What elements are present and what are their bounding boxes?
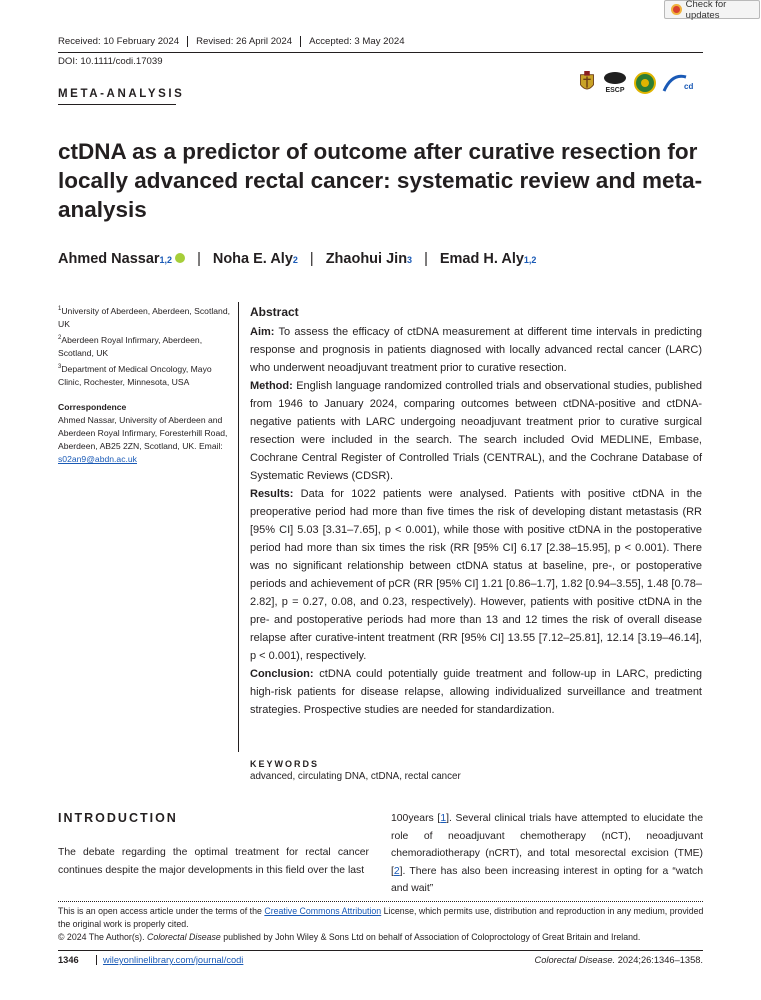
author-name[interactable]: Noha E. Aly [212,251,293,267]
citation: Colorectal Disease. 2024;26:1346–1358. [534,955,703,965]
check-for-updates-label: Check for updates [685,0,727,21]
society-crest-logo [578,71,596,95]
author-name[interactable]: Zhaohui Jin [325,251,408,267]
author-affiliation-ref[interactable]: 1,2 [523,255,537,265]
correspondence-body: Ahmed Nassar, University of Aberdeen and Aberdeen Royal Infirmary, Foresterhill Road, Aberdeen, AB25 2ZN, Scotland, UK. Email: s02an9@abdn.ac.uk [58,415,228,464]
orcid-icon[interactable] [175,253,185,263]
introduction-heading: INTRODUCTION [58,811,178,825]
author-separator: | [424,251,428,267]
doi: DOI: 10.1111/codi.17039 [58,56,163,67]
reference-link[interactable]: 2 [393,865,400,877]
escp-logo [602,71,628,95]
email-link[interactable]: s02an9@abdn.ac.uk [58,454,137,464]
intro-column-2: 100years [1]. Several clinical trials have attempted to elucidate the role of neoadjuvant chemotherapy (nCT), neoadjuvant chemoradiotherapy (nCRT), and total mesorectal excision (TME) [2]. There has also been increasing interest in opting for a “watch and wait” [391,813,703,894]
check-for-updates-button[interactable] [664,0,760,19]
abstract-method: Method: English language randomized controlled trials and observational studies, published from 1946 to January 2024, comparing outcomes between ctDNA-positive and ctDNA-negative patients with LARC undergoing neoadjuvant treatment prior to curative surgical resection were included in the search. The search included Ovid MEDLINE, Embase, Cochrane Central Register of Controlled Trials (CENTRAL), and the Cochrane Database of Systematic Reviews (CDSR). [250,380,702,482]
abstract-rule [238,302,239,752]
author-name[interactable]: Ahmed Nassar [58,251,160,267]
author-affiliation-ref[interactable]: 3 [407,255,413,265]
article-type: META-ANALYSIS [58,88,185,100]
abstract-aim: Aim: To assess the efficacy of ctDNA measurement at different time intervals in predicting response and prognosis in patients diagnosed with locally advanced rectal cancer (LARC) who underwent neoadjuvant treatment prior to curative resection. [250,326,702,374]
article-title: ctDNA as a predictor of outcome after curative resection for locally advanced rectal cancer: systematic review and meta-analysis [58,139,703,222]
affiliation: $^2$Aberdeen Royal Infirmary, Aberdeen, Scotland, UK [58,334,203,358]
author-name[interactable]: Emad H. Aly [439,251,524,267]
bottom-rule [58,950,703,951]
author-separator: | [197,251,201,267]
article-dates [58,36,413,47]
affiliation: $^1$University of Aberdeen, Aberdeen, Scotland, UK [58,305,230,329]
accepted-date: Accepted: 3 May 2024 [300,36,412,47]
intro-column-1: The debate regarding the optimal treatment for rectal cancer continues despite the major developments in this field over the last [58,847,369,876]
svg-text:ESCP: ESCP [605,87,625,94]
received-date: Received: 10 February 2024 [58,36,180,47]
journal-logo [662,71,702,95]
author-list [58,251,536,267]
author-affiliation-ref[interactable]: 2 [292,255,298,265]
crossmark-icon [671,4,682,15]
abstract [250,303,702,719]
license-link[interactable]: Creative Commons Attribution [264,906,382,916]
header-rule [58,52,703,53]
author-affiliation-ref[interactable]: 1,2 [159,255,173,265]
correspondence-heading: Correspondence [58,402,127,412]
revised-date: Revised: 26 April 2024 [187,36,300,47]
keywords-heading: KEYWORDS [250,759,320,769]
abstract-results: Results: Data for 1022 patients were analysed. Patients with positive ctDNA in the preoperative period had more than five times the risk of developing distant metastasis (RR [95% CI] 5.03 [3.31–7.65], p < 0.001), while those with positive ctDNA in the postoperative period had more than six times the risk (RR [95% CI] 6.17 [2.38–15.95], p < 0.001). There was no significant relationship between ctDNA status at baseline, pre-, or postoperative periods and achievement of pCR (RR [95% CI] 1.21 [0.86–1.7], 1.82 [0.94–3.55], 1.48 [0.78–2.82], p = 0.27, 0.08, and 0.23, respectively). However, patients with positive ctDNA in the pre- and postoperative periods had more than 13 and 12 times the risk of overall disease relapse after curative-intent treatment (RR [95% CI] 13.55 [7.12–25.81], 12.14 [3.19–46.14], p < 0.001), respectively. [250,488,702,662]
keywords: advanced, circulating DNA, ctDNA, rectal cancer [250,771,461,782]
abstract-conclusion: Conclusion: ctDNA could potentially guide treatment and follow-up in LARC, predicting high-risk patients for disease relapse, allowing individualized surveillance and treatment strategies. Prospective studies are needed for standardization. [250,668,702,716]
license-note: This is an open access article under the terms of the Creative Commons Attribution License, which permits use, distribution and reproduction in any medium, provided the original work is properly cited. © 2024 The Author(s). Colorectal Disease published by John Wiley & Sons Ltd on behalf of Association of Coloproctology of Great Britain and Ireland. [58,906,704,942]
article-type-rule [58,104,176,105]
affiliation: $^3$Department of Medical Oncology, Mayo Clinic, Rochester, Minnesota, USA [58,363,212,387]
abstract-heading: Abstract [250,305,299,319]
footer-rule [58,901,703,902]
author-separator: | [309,251,314,267]
journal-url[interactable]: wileyonlinelibrary.com/journal/codi [96,955,243,965]
svg-text:cd: cd [684,82,694,91]
society-logos [578,70,704,96]
acpgbi-logo [634,71,656,95]
reference-link[interactable]: 1 [440,813,447,824]
page-number: 1346 [58,955,79,965]
